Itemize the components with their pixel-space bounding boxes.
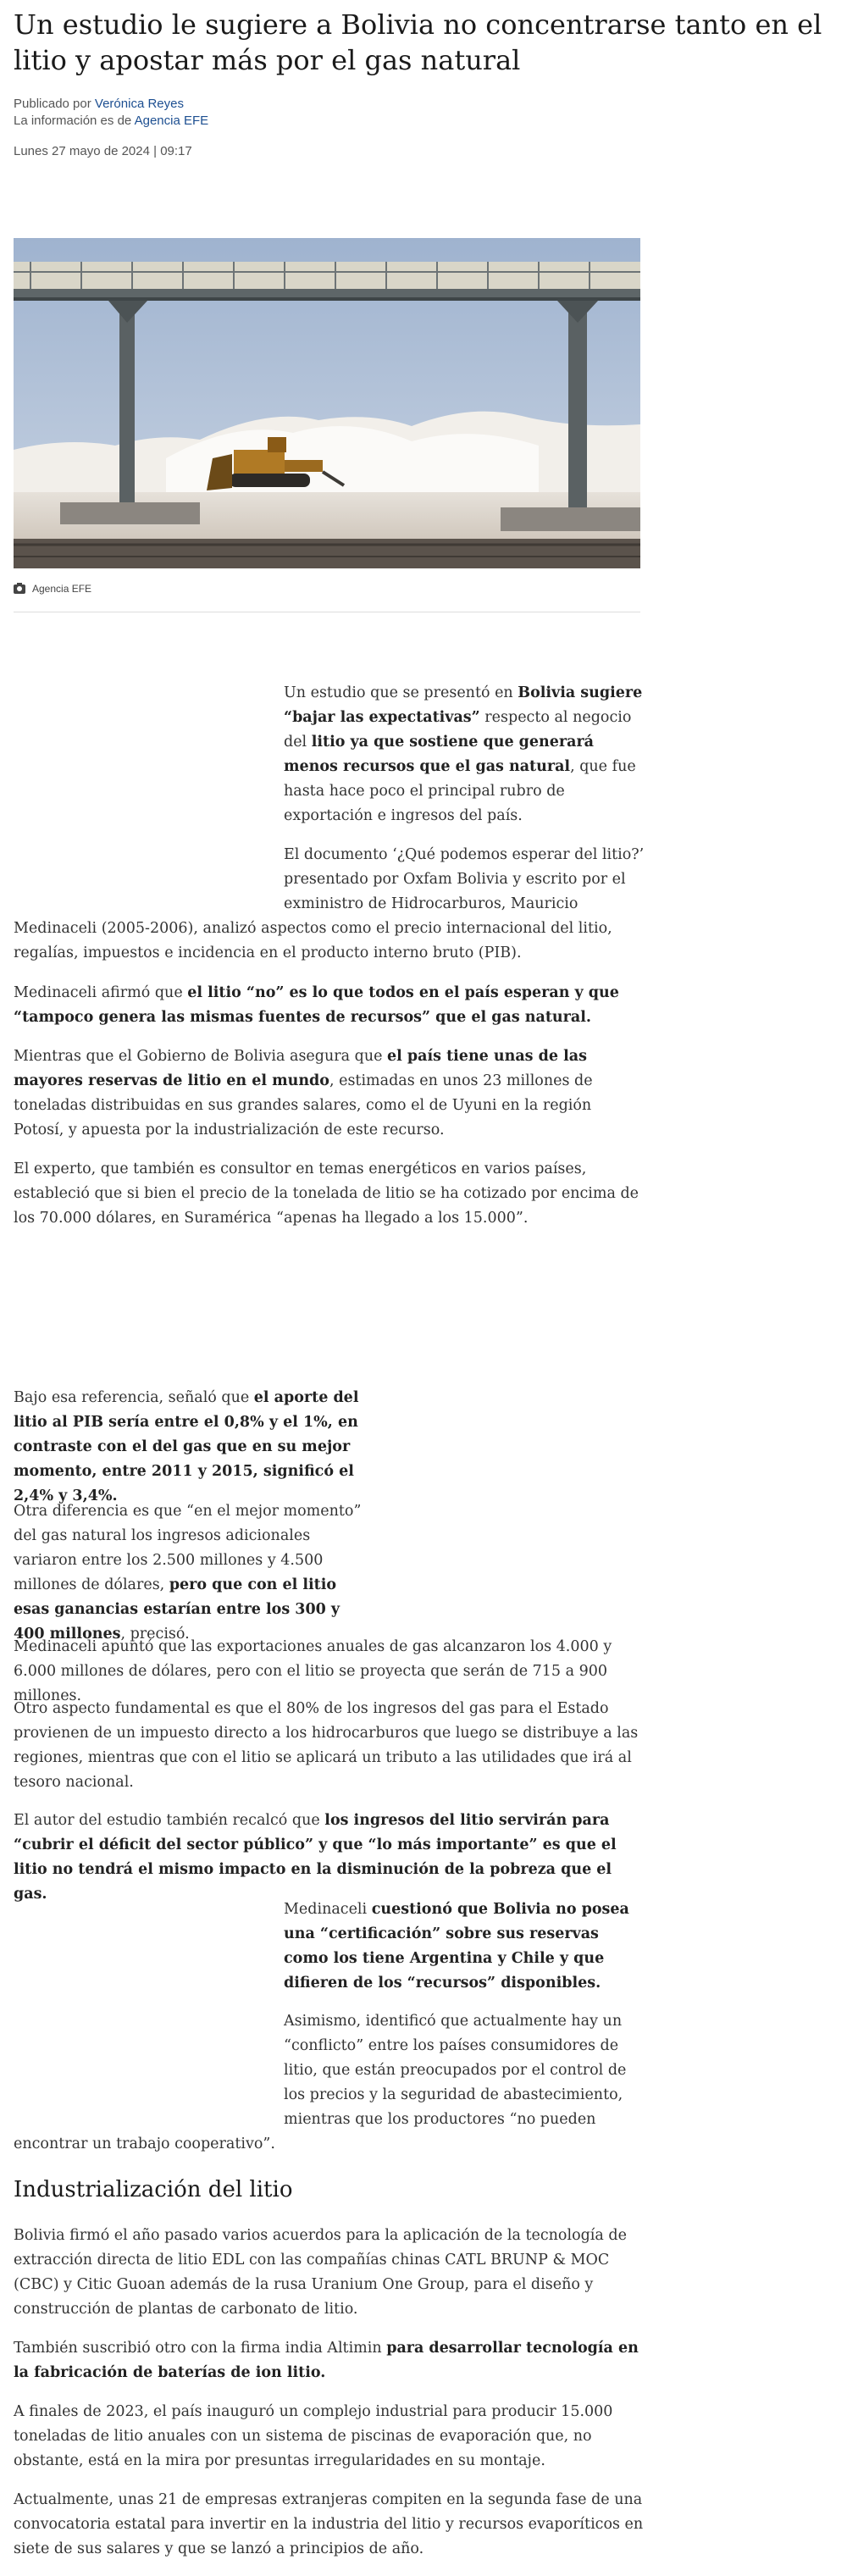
- paragraph-16: Actualmente, unas 21 de empresas extranjeras compiten en la segunda fase de una convocatoria estatal para invertir en la industria del litio y recursos evaporíticos en siete de sus salares y que se lanzó a principios de año.: [14, 2491, 644, 2557]
- salt-flat-bulldozer-image: [14, 238, 640, 568]
- paragraph-10: El autor del estudio también recalcó que los ingresos del litio servirán para “cubrir el déficit del sector público” y que “lo más importante” es que el litio no tendrá el mismo impacto en la disminución de la pobreza que el gas.: [14, 1812, 617, 1903]
- publish-date: Lunes 27 mayo de 2024 | 09:17: [14, 144, 192, 158]
- camera-icon: [14, 584, 25, 594]
- paragraph-1: Un estudio que se presentó en Bolivia sugiere “bajar las expectativas” respecto al negocio del litio ya que sostiene que generará menos recursos que el gas natural, que fue hasta hace poco el principal rubro de exportación e ingresos del país.: [284, 684, 643, 824]
- paragraph-13: Bolivia firmó el año pasado varios acuerdos para la aplicación de la tecnología de extracción directa de litio EDL con las compañías chinas CATL BRUNP & MOC (CBC) y Citic Guoan además de la rusa Uranium One Group, para el diseño y construcción de plantas de carbonato de litio.: [14, 2227, 627, 2318]
- paragraph-7: Otra diferencia es que “en el mejor momento” del gas natural los ingresos adicionales variaron entre los 2.500 millones y 4.500 millones de dólares, pero que con el litio esas ganancias estarían entre los 300 y 400 millones, precisó.: [14, 1503, 362, 1643]
- article-photo: [14, 238, 640, 568]
- byline-source: La información es de Agencia EFE: [14, 114, 209, 128]
- paragraph-8: Medinaceli apuntó que las exportaciones anuales de gas alcanzaron los 4.000 y 6.000 millones de dólares, pero con el litio se proyecta que serán de 715 a 900 millones.: [14, 1638, 612, 1704]
- photo-caption: Agencia EFE: [14, 583, 91, 595]
- source-link[interactable]: Agencia EFE: [134, 114, 209, 128]
- paragraph-9: Otro aspecto fundamental es que el 80% de los ingresos del gas para el Estado provienen de un impuesto directo a los hidrocarburos que luego se distribuye a las regiones, mientras que con el litio se aplicará un tributo a las utilidades que irá al tesoro nacional.: [14, 1700, 639, 1791]
- byline-author: Publicado por Verónica Reyes: [14, 97, 184, 111]
- paragraph-2: El documento ‘¿Qué podemos esperar del litio?’ presentado por Oxfam Bolivia y escrito por el exministro de Hidrocarburos, Mauricio Medinaceli (2005-2006), analizó aspectos como el precio internacional del litio, regalías, impuestos e incidencia en el producto interno bruto (PIB).: [14, 846, 645, 961]
- paragraph-11: Medinaceli cuestionó que Bolivia no posea una “certificación” sobre sus reservas como los tiene Argentina y Chile y que difieren de los “recursos” disponibles.: [284, 1901, 629, 1992]
- paragraph-15: A finales de 2023, el país inauguró un complejo industrial para producir 15.000 toneladas de litio anuales con un sistema de piscinas de evaporación que, no obstante, está en la mira por presuntas irregularidades en su montaje.: [14, 2403, 613, 2469]
- author-link[interactable]: Verónica Reyes: [94, 97, 184, 111]
- section-heading-industrializacion: Industrialización del litio: [14, 2177, 293, 2202]
- paragraph-3: Medinaceli afirmó que el litio “no” es lo que todos en el país esperan y que “tampoco genera las mismas fuentes de recursos” que el gas natural.: [14, 984, 619, 1026]
- paragraph-14: También suscribió otro con la firma india Altimin para desarrollar tecnología en la fabricación de baterías de ion litio.: [14, 2340, 639, 2381]
- paragraph-5: El experto, que también es consultor en temas energéticos en varios países, estableció que si bien el precio de la tonelada de litio se ha cotizado por encima de los 70.000 dólares, en Suramérica “apenas ha llegado a los 15.000”.: [14, 1161, 639, 1227]
- paragraph-4: Mientras que el Gobierno de Bolivia asegura que el país tiene unas de las mayores reservas de litio en el mundo, estimadas en unos 23 millones de toneladas distribuidas en sus grandes salares, como el de Uyuni en la región Potosí, y apuesta por la industrialización de este recurso.: [14, 1048, 593, 1138]
- article-title: Un estudio le sugiere a Bolivia no concentrarse tanto en el litio y apostar más por el gas natural: [14, 8, 822, 76]
- paragraph-6: Bajo esa referencia, señaló que el aporte del litio al PIB sería entre el 0,8% y el 1%, en contraste con el del gas que en su mejor momento, entre 2011 y 2015, significó el 2,4% y 3,4%.: [14, 1389, 359, 1504]
- paragraph-12: Asimismo, identificó que actualmente hay un “conflicto” entre los países consumidores de litio, que están preocupados por el control de los precios y la seguridad de abastecimiento, mientras que los productores “no pueden encontrar un trabajo cooperativo”.: [14, 2013, 627, 2152]
